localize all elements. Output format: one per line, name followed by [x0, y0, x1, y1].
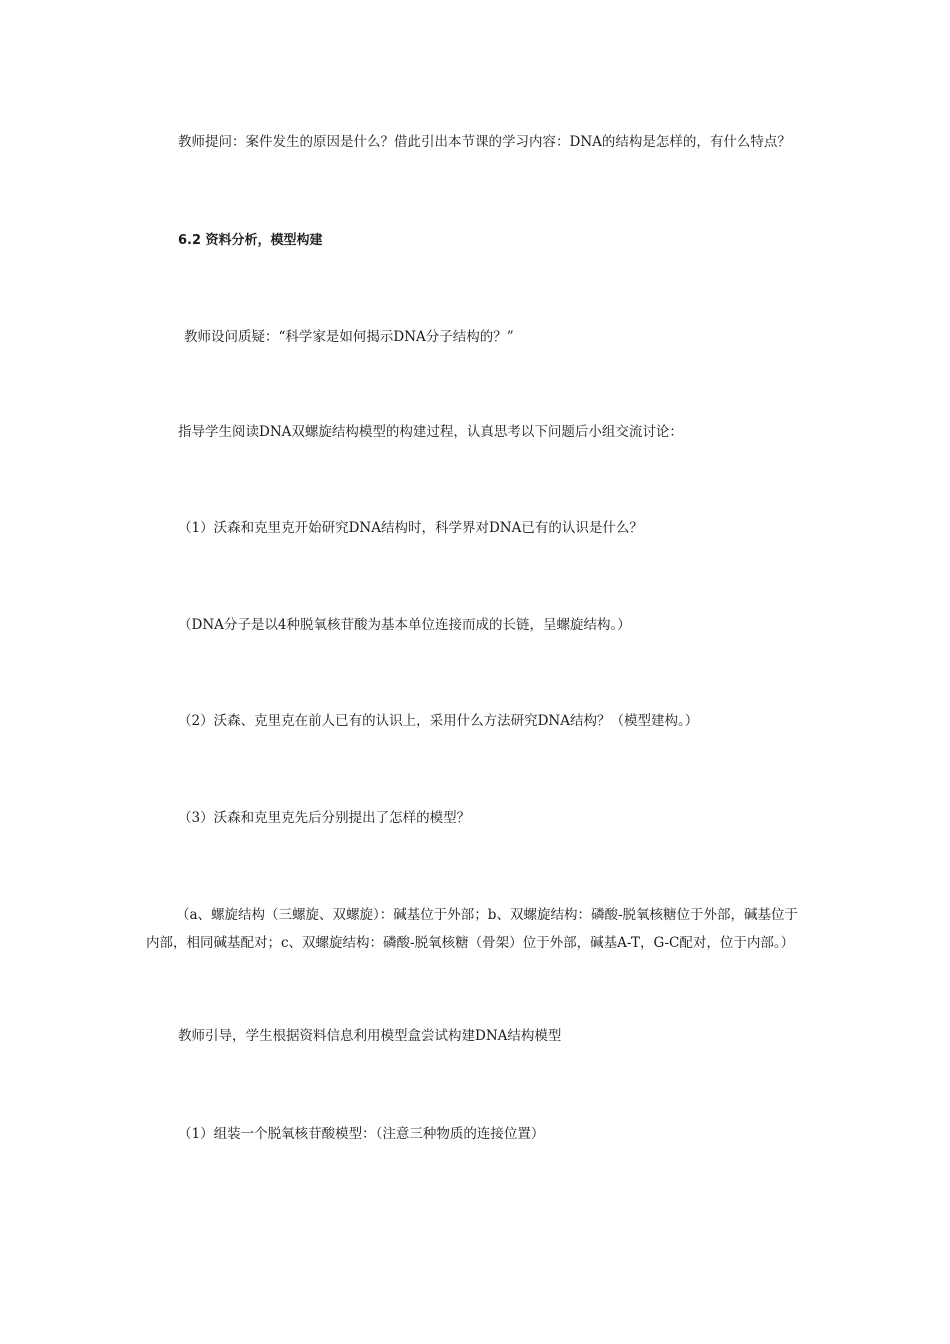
paragraph-teacher-inquiry: 教师设问质疑：“科学家是如何揭示DNA分子结构的？” — [184, 329, 514, 345]
paragraph-teacher-guide: 教师引导，学生根据资料信息利用模型盒尝试构建DNA结构模型 — [178, 1028, 562, 1044]
answer-3: （a、螺旋结构（三螺旋、双螺旋）：碱基位于外部；b、双螺旋结构：磷酸-脱氧核糖位于外部，碱基位于内部，相同碱基配对；c、双螺旋结构：磷酸-脱氧核糖（骨架）位于外部，碱基A-T，G-C配对，位于内部。） — [146, 907, 799, 951]
paragraph-guide-reading: 指导学生阅读DNA双螺旋结构模型的构建过程，认真思考以下问题后小组交流讨论： — [178, 424, 683, 440]
paragraph-teacher-question: 教师提问：案件发生的原因是什么？借此引出本节课的学习内容：DNA的结构是怎样的，有什么特点？ — [178, 134, 791, 150]
question-1: （1）沃森和克里克开始研究DNA结构时，科学界对DNA已有的认识是什么？ — [178, 520, 643, 536]
question-3: （3）沃森和克里克先后分别提出了怎样的模型？ — [178, 810, 471, 826]
step-1: （1）组装一个脱氧核苷酸模型：（注意三种物质的连接位置） — [178, 1126, 545, 1142]
section-heading: 6.2 资料分析，模型构建 — [178, 233, 323, 248]
answer-1: （DNA分子是以4种脱氧核苷酸为基本单位连接而成的长链，呈螺旋结构。） — [178, 617, 631, 633]
question-2: （2）沃森、克里克在前人已有的认识上，采用什么方法研究DNA结构？（模型建构。） — [178, 713, 699, 729]
